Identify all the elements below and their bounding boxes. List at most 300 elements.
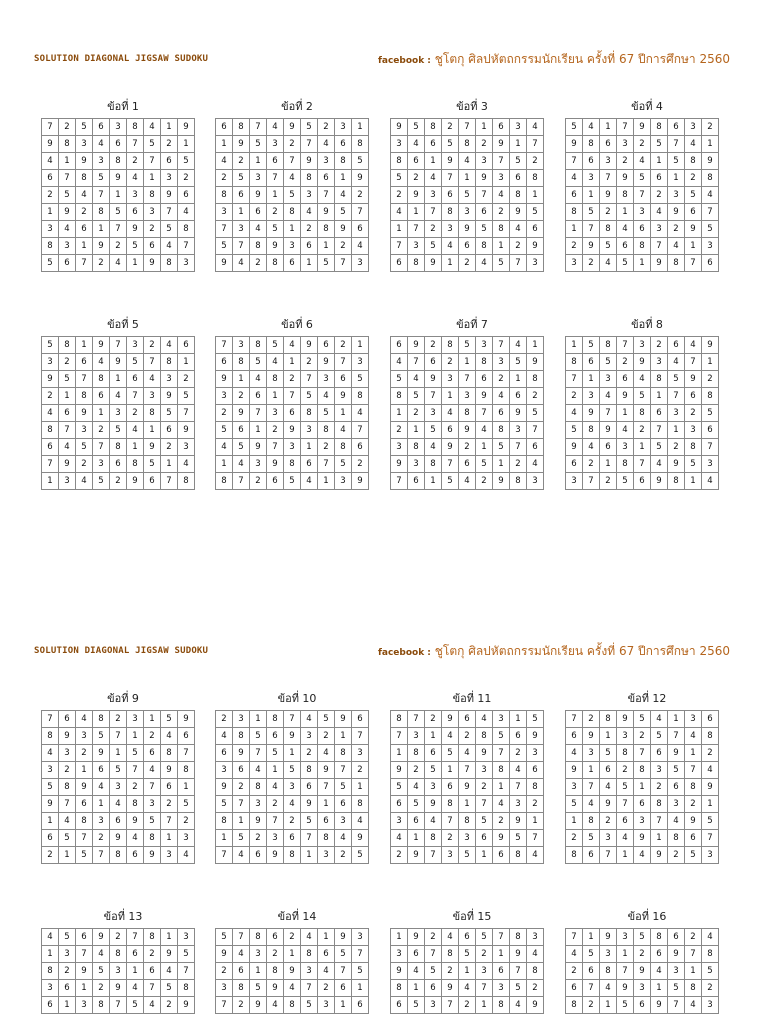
grid-cell: 3 bbox=[178, 439, 195, 456]
grid-cell: 8 bbox=[301, 946, 318, 963]
grid-cell: 5 bbox=[493, 728, 510, 745]
grid-cell: 4 bbox=[566, 405, 583, 422]
grid-cell: 8 bbox=[335, 153, 352, 170]
grid-cell: 7 bbox=[161, 473, 178, 490]
grid-cell: 9 bbox=[408, 187, 425, 204]
grid-cell: 2 bbox=[685, 929, 702, 946]
grid-cell: 2 bbox=[702, 980, 719, 997]
grid-cell: 2 bbox=[59, 963, 76, 980]
grid-cell: 5 bbox=[178, 388, 195, 405]
grid-cell: 7 bbox=[233, 238, 250, 255]
grid-cell: 3 bbox=[391, 813, 408, 830]
grid-cell: 3 bbox=[76, 997, 93, 1014]
grid-row bbox=[566, 456, 719, 473]
grid-cell: 1 bbox=[685, 238, 702, 255]
grid-cell: 5 bbox=[76, 847, 93, 864]
grid-cell: 6 bbox=[42, 830, 59, 847]
grid-cell: 3 bbox=[352, 255, 369, 272]
grid-cell: 5 bbox=[668, 371, 685, 388]
grid-cell: 8 bbox=[93, 711, 110, 728]
grid-cell: 8 bbox=[702, 946, 719, 963]
grid-cell: 5 bbox=[583, 204, 600, 221]
grid-cell: 6 bbox=[144, 473, 161, 490]
grid-row bbox=[391, 439, 544, 456]
grid-cell: 4 bbox=[634, 153, 651, 170]
grid-cell: 6 bbox=[391, 255, 408, 272]
grid-cell: 6 bbox=[284, 830, 301, 847]
grid-cell: 7 bbox=[127, 136, 144, 153]
grid-cell: 1 bbox=[93, 405, 110, 422]
grid-cell: 4 bbox=[651, 711, 668, 728]
grid-cell: 9 bbox=[510, 204, 527, 221]
grid-cell: 5 bbox=[110, 762, 127, 779]
grid-cell: 1 bbox=[459, 963, 476, 980]
sudoku-grid bbox=[390, 118, 544, 272]
grid-cell: 2 bbox=[634, 422, 651, 439]
grid-cell: 8 bbox=[476, 728, 493, 745]
grid-cell: 8 bbox=[442, 796, 459, 813]
grid-row bbox=[42, 153, 195, 170]
grid-cell: 1 bbox=[425, 473, 442, 490]
grid-cell: 1 bbox=[93, 796, 110, 813]
grid-cell: 4 bbox=[702, 187, 719, 204]
grid-cell: 1 bbox=[110, 745, 127, 762]
grid-row bbox=[391, 946, 544, 963]
header-title: SOLUTION DIAGONAL JIGSAW SUDOKU bbox=[34, 646, 209, 656]
grid-cell: 8 bbox=[583, 813, 600, 830]
grid-cell: 3 bbox=[702, 456, 719, 473]
grid-cell: 6 bbox=[144, 745, 161, 762]
grid-cell: 4 bbox=[651, 963, 668, 980]
grid-cell: 8 bbox=[527, 371, 544, 388]
grid-cell: 3 bbox=[93, 456, 110, 473]
grid-cell: 5 bbox=[600, 354, 617, 371]
grid-cell: 6 bbox=[267, 929, 284, 946]
grid-cell: 8 bbox=[566, 847, 583, 864]
grid-cell: 5 bbox=[476, 456, 493, 473]
grid-cell: 1 bbox=[493, 238, 510, 255]
grid-row bbox=[566, 153, 719, 170]
grid-cell: 8 bbox=[127, 796, 144, 813]
grid-cell: 8 bbox=[76, 170, 93, 187]
grid-row bbox=[391, 221, 544, 238]
grid-cell: 4 bbox=[634, 847, 651, 864]
grid-cell: 4 bbox=[527, 119, 544, 136]
grid-row bbox=[391, 153, 544, 170]
grid-cell: 1 bbox=[425, 728, 442, 745]
grid-cell: 4 bbox=[651, 456, 668, 473]
grid-cell: 1 bbox=[617, 204, 634, 221]
grid-cell: 4 bbox=[583, 796, 600, 813]
grid-cell: 1 bbox=[178, 136, 195, 153]
grid-cell: 1 bbox=[284, 745, 301, 762]
grid-cell: 2 bbox=[178, 371, 195, 388]
grid-cell: 4 bbox=[651, 204, 668, 221]
grid-cell: 7 bbox=[76, 255, 93, 272]
grid-cell: 2 bbox=[583, 255, 600, 272]
grid-cell: 8 bbox=[216, 187, 233, 204]
grid-cell: 7 bbox=[566, 371, 583, 388]
grid-cell: 5 bbox=[144, 813, 161, 830]
grid-cell: 9 bbox=[352, 473, 369, 490]
grid-cell: 7 bbox=[93, 847, 110, 864]
grid-cell: 8 bbox=[685, 439, 702, 456]
grid-cell: 1 bbox=[161, 929, 178, 946]
grid-cell: 3 bbox=[144, 796, 161, 813]
grid-cell: 2 bbox=[617, 153, 634, 170]
grid-cell: 3 bbox=[425, 779, 442, 796]
sudoku-grid bbox=[390, 710, 544, 864]
grid-cell: 7 bbox=[216, 337, 233, 354]
grid-cell: 2 bbox=[318, 980, 335, 997]
grid-cell: 2 bbox=[510, 745, 527, 762]
grid-cell: 2 bbox=[110, 238, 127, 255]
grid-cell: 1 bbox=[216, 456, 233, 473]
grid-row bbox=[216, 946, 369, 963]
grid-cell: 9 bbox=[493, 473, 510, 490]
grid-cell: 2 bbox=[685, 405, 702, 422]
grid-cell: 5 bbox=[335, 779, 352, 796]
grid-cell: 3 bbox=[476, 337, 493, 354]
grid-cell: 9 bbox=[110, 980, 127, 997]
grid-cell: 7 bbox=[42, 119, 59, 136]
grid-cell: 9 bbox=[144, 847, 161, 864]
grid-cell: 6 bbox=[425, 136, 442, 153]
grid-row bbox=[216, 119, 369, 136]
grid-cell: 8 bbox=[250, 238, 267, 255]
grid-cell: 4 bbox=[93, 946, 110, 963]
grid-cell: 4 bbox=[352, 813, 369, 830]
grid-cell: 7 bbox=[476, 187, 493, 204]
grid-cell: 1 bbox=[318, 238, 335, 255]
grid-cell: 3 bbox=[318, 371, 335, 388]
grid-cell: 8 bbox=[651, 119, 668, 136]
grid-cell: 2 bbox=[510, 456, 527, 473]
grid-cell: 1 bbox=[127, 439, 144, 456]
grid-cell: 3 bbox=[127, 187, 144, 204]
grid-cell: 2 bbox=[76, 745, 93, 762]
grid-cell: 9 bbox=[93, 238, 110, 255]
grid-cell: 5 bbox=[702, 405, 719, 422]
grid-cell: 6 bbox=[651, 745, 668, 762]
grid-cell: 5 bbox=[510, 354, 527, 371]
grid-cell: 9 bbox=[634, 963, 651, 980]
grid-cell: 6 bbox=[425, 745, 442, 762]
grid-cell: 6 bbox=[76, 354, 93, 371]
grid-cell: 6 bbox=[161, 153, 178, 170]
grid-row bbox=[566, 796, 719, 813]
grid-cell: 3 bbox=[493, 354, 510, 371]
grid-cell: 7 bbox=[510, 963, 527, 980]
grid-cell: 3 bbox=[76, 136, 93, 153]
grid-cell: 3 bbox=[566, 473, 583, 490]
grid-cell: 5 bbox=[250, 728, 267, 745]
grid-cell: 2 bbox=[110, 473, 127, 490]
grid-cell: 2 bbox=[634, 136, 651, 153]
puzzle-title: ข้อที่ 12 bbox=[627, 692, 667, 705]
grid-cell: 1 bbox=[42, 204, 59, 221]
grid-cell: 9 bbox=[702, 153, 719, 170]
grid-cell: 5 bbox=[301, 119, 318, 136]
grid-cell: 7 bbox=[76, 830, 93, 847]
grid-cell: 1 bbox=[651, 388, 668, 405]
grid-row bbox=[42, 711, 195, 728]
grid-cell: 6 bbox=[600, 136, 617, 153]
grid-cell: 1 bbox=[600, 456, 617, 473]
grid-cell: 7 bbox=[59, 422, 76, 439]
grid-cell: 6 bbox=[583, 847, 600, 864]
grid-cell: 7 bbox=[668, 997, 685, 1014]
grid-cell: 7 bbox=[617, 963, 634, 980]
grid-cell: 2 bbox=[583, 997, 600, 1014]
grid-cell: 6 bbox=[178, 187, 195, 204]
grid-cell: 5 bbox=[93, 963, 110, 980]
grid-cell: 1 bbox=[233, 813, 250, 830]
puzzle-title: ข้อที่ 10 bbox=[277, 692, 317, 705]
grid-row bbox=[42, 728, 195, 745]
grid-row bbox=[216, 929, 369, 946]
grid-cell: 4 bbox=[250, 221, 267, 238]
grid-cell: 2 bbox=[702, 119, 719, 136]
grid-cell: 5 bbox=[301, 997, 318, 1014]
grid-cell: 9 bbox=[702, 337, 719, 354]
grid-cell: 1 bbox=[459, 796, 476, 813]
grid-cell: 7 bbox=[600, 847, 617, 864]
grid-cell: 6 bbox=[216, 119, 233, 136]
grid-cell: 6 bbox=[250, 847, 267, 864]
grid-cell: 2 bbox=[668, 439, 685, 456]
grid-cell: 5 bbox=[267, 221, 284, 238]
grid-cell: 4 bbox=[493, 187, 510, 204]
grid-cell: 8 bbox=[425, 119, 442, 136]
grid-cell: 1 bbox=[178, 779, 195, 796]
grid-cell: 6 bbox=[391, 997, 408, 1014]
grid-cell: 5 bbox=[352, 153, 369, 170]
grid-cell: 9 bbox=[250, 997, 267, 1014]
grid-cell: 5 bbox=[233, 439, 250, 456]
grid-row bbox=[391, 830, 544, 847]
grid-row bbox=[42, 980, 195, 997]
grid-cell: 6 bbox=[284, 405, 301, 422]
grid-cell: 6 bbox=[651, 170, 668, 187]
grid-cell: 3 bbox=[493, 980, 510, 997]
grid-cell: 1 bbox=[634, 439, 651, 456]
grid-cell: 1 bbox=[442, 255, 459, 272]
grid-cell: 2 bbox=[284, 136, 301, 153]
grid-cell: 4 bbox=[685, 728, 702, 745]
grid-cell: 4 bbox=[566, 946, 583, 963]
grid-cell: 4 bbox=[600, 980, 617, 997]
grid-row bbox=[216, 997, 369, 1014]
grid-cell: 8 bbox=[59, 136, 76, 153]
grid-cell: 2 bbox=[352, 187, 369, 204]
grid-cell: 8 bbox=[702, 728, 719, 745]
grid-cell: 3 bbox=[600, 153, 617, 170]
grid-cell: 4 bbox=[442, 405, 459, 422]
grid-cell: 6 bbox=[178, 337, 195, 354]
grid-cell: 5 bbox=[216, 422, 233, 439]
grid-cell: 3 bbox=[600, 946, 617, 963]
grid-cell: 3 bbox=[42, 762, 59, 779]
grid-row bbox=[391, 388, 544, 405]
puzzle-title: ข้อที่ 7 bbox=[456, 318, 488, 331]
grid-cell: 9 bbox=[335, 388, 352, 405]
grid-cell: 4 bbox=[42, 153, 59, 170]
grid-cell: 6 bbox=[459, 456, 476, 473]
sudoku-grid bbox=[390, 928, 544, 1014]
grid-cell: 2 bbox=[76, 456, 93, 473]
grid-cell: 7 bbox=[459, 762, 476, 779]
grid-cell: 4 bbox=[233, 255, 250, 272]
grid-cell: 3 bbox=[76, 728, 93, 745]
grid-cell: 9 bbox=[651, 847, 668, 864]
grid-cell: 3 bbox=[668, 796, 685, 813]
grid-cell: 7 bbox=[250, 745, 267, 762]
grid-row bbox=[42, 946, 195, 963]
grid-cell: 1 bbox=[510, 136, 527, 153]
grid-cell: 8 bbox=[391, 980, 408, 997]
grid-cell: 7 bbox=[493, 929, 510, 946]
grid-cell: 9 bbox=[127, 473, 144, 490]
grid-row bbox=[42, 963, 195, 980]
grid-cell: 2 bbox=[668, 221, 685, 238]
grid-cell: 4 bbox=[250, 762, 267, 779]
grid-cell: 8 bbox=[702, 388, 719, 405]
grid-cell: 7 bbox=[391, 473, 408, 490]
grid-cell: 6 bbox=[442, 779, 459, 796]
grid-cell: 4 bbox=[527, 847, 544, 864]
grid-cell: 9 bbox=[476, 745, 493, 762]
grid-cell: 4 bbox=[476, 255, 493, 272]
grid-cell: 7 bbox=[634, 456, 651, 473]
grid-cell: 8 bbox=[651, 796, 668, 813]
grid-cell: 1 bbox=[425, 153, 442, 170]
sudoku-grid bbox=[41, 118, 195, 272]
grid-cell: 1 bbox=[318, 796, 335, 813]
grid-cell: 3 bbox=[233, 337, 250, 354]
grid-cell: 2 bbox=[250, 255, 267, 272]
grid-cell: 1 bbox=[250, 422, 267, 439]
grid-cell: 5 bbox=[702, 221, 719, 238]
grid-cell: 6 bbox=[493, 847, 510, 864]
grid-cell: 3 bbox=[583, 745, 600, 762]
grid-row bbox=[216, 238, 369, 255]
grid-cell: 3 bbox=[161, 847, 178, 864]
grid-cell: 3 bbox=[425, 187, 442, 204]
grid-cell: 3 bbox=[527, 473, 544, 490]
grid-row bbox=[566, 946, 719, 963]
grid-cell: 6 bbox=[267, 728, 284, 745]
grid-row bbox=[42, 439, 195, 456]
grid-cell: 7 bbox=[233, 473, 250, 490]
grid-cell: 3 bbox=[408, 456, 425, 473]
grid-cell: 2 bbox=[42, 388, 59, 405]
grid-cell: 8 bbox=[93, 997, 110, 1014]
grid-cell: 3 bbox=[42, 354, 59, 371]
grid-cell: 5 bbox=[318, 405, 335, 422]
grid-cell: 4 bbox=[284, 337, 301, 354]
grid-cell: 6 bbox=[178, 728, 195, 745]
grid-cell: 1 bbox=[651, 153, 668, 170]
grid-cell: 9 bbox=[93, 745, 110, 762]
grid-cell: 1 bbox=[391, 745, 408, 762]
grid-cell: 8 bbox=[301, 405, 318, 422]
grid-cell: 3 bbox=[59, 473, 76, 490]
grid-cell: 2 bbox=[216, 170, 233, 187]
grid-cell: 1 bbox=[702, 136, 719, 153]
grid-cell: 2 bbox=[284, 929, 301, 946]
grid-cell: 2 bbox=[318, 119, 335, 136]
grid-cell: 4 bbox=[459, 745, 476, 762]
grid-cell: 5 bbox=[267, 745, 284, 762]
grid-cell: 9 bbox=[668, 204, 685, 221]
grid-cell: 3 bbox=[301, 422, 318, 439]
grid-cell: 8 bbox=[408, 255, 425, 272]
grid-cell: 1 bbox=[352, 119, 369, 136]
grid-cell: 1 bbox=[301, 439, 318, 456]
grid-cell: 4 bbox=[617, 422, 634, 439]
grid-cell: 8 bbox=[284, 456, 301, 473]
grid-cell: 4 bbox=[668, 238, 685, 255]
grid-cell: 2 bbox=[93, 830, 110, 847]
grid-cell: 9 bbox=[161, 946, 178, 963]
grid-cell: 2 bbox=[493, 204, 510, 221]
grid-row bbox=[566, 728, 719, 745]
grid-cell: 3 bbox=[178, 830, 195, 847]
grid-cell: 6 bbox=[216, 745, 233, 762]
grid-cell: 3 bbox=[110, 119, 127, 136]
grid-cell: 6 bbox=[250, 204, 267, 221]
grid-cell: 8 bbox=[425, 830, 442, 847]
grid-cell: 9 bbox=[301, 153, 318, 170]
grid-cell: 1 bbox=[527, 813, 544, 830]
grid-cell: 6 bbox=[527, 439, 544, 456]
grid-cell: 9 bbox=[685, 371, 702, 388]
grid-cell: 7 bbox=[527, 830, 544, 847]
grid-cell: 9 bbox=[634, 830, 651, 847]
grid-cell: 3 bbox=[425, 997, 442, 1014]
grid-cell: 5 bbox=[668, 153, 685, 170]
grid-cell: 7 bbox=[301, 980, 318, 997]
grid-cell: 2 bbox=[161, 796, 178, 813]
grid-cell: 7 bbox=[318, 779, 335, 796]
grid-cell: 7 bbox=[284, 388, 301, 405]
grid-row bbox=[566, 813, 719, 830]
grid-cell: 6 bbox=[301, 779, 318, 796]
grid-cell: 1 bbox=[617, 847, 634, 864]
grid-cell: 3 bbox=[301, 963, 318, 980]
grid-cell: 2 bbox=[408, 762, 425, 779]
grid-cell: 8 bbox=[600, 963, 617, 980]
grid-cell: 4 bbox=[93, 354, 110, 371]
grid-cell: 8 bbox=[161, 745, 178, 762]
grid-cell: 4 bbox=[233, 946, 250, 963]
grid-cell: 6 bbox=[583, 354, 600, 371]
grid-cell: 3 bbox=[267, 405, 284, 422]
grid-cell: 8 bbox=[352, 136, 369, 153]
grid-cell: 1 bbox=[510, 711, 527, 728]
grid-cell: 8 bbox=[583, 136, 600, 153]
grid-cell: 8 bbox=[352, 388, 369, 405]
grid-cell: 4 bbox=[476, 422, 493, 439]
grid-cell: 9 bbox=[335, 711, 352, 728]
grid-cell: 2 bbox=[527, 153, 544, 170]
grid-cell: 5 bbox=[352, 847, 369, 864]
grid-row bbox=[566, 187, 719, 204]
grid-cell: 3 bbox=[634, 980, 651, 997]
grid-cell: 9 bbox=[161, 388, 178, 405]
grid-cell: 7 bbox=[144, 980, 161, 997]
